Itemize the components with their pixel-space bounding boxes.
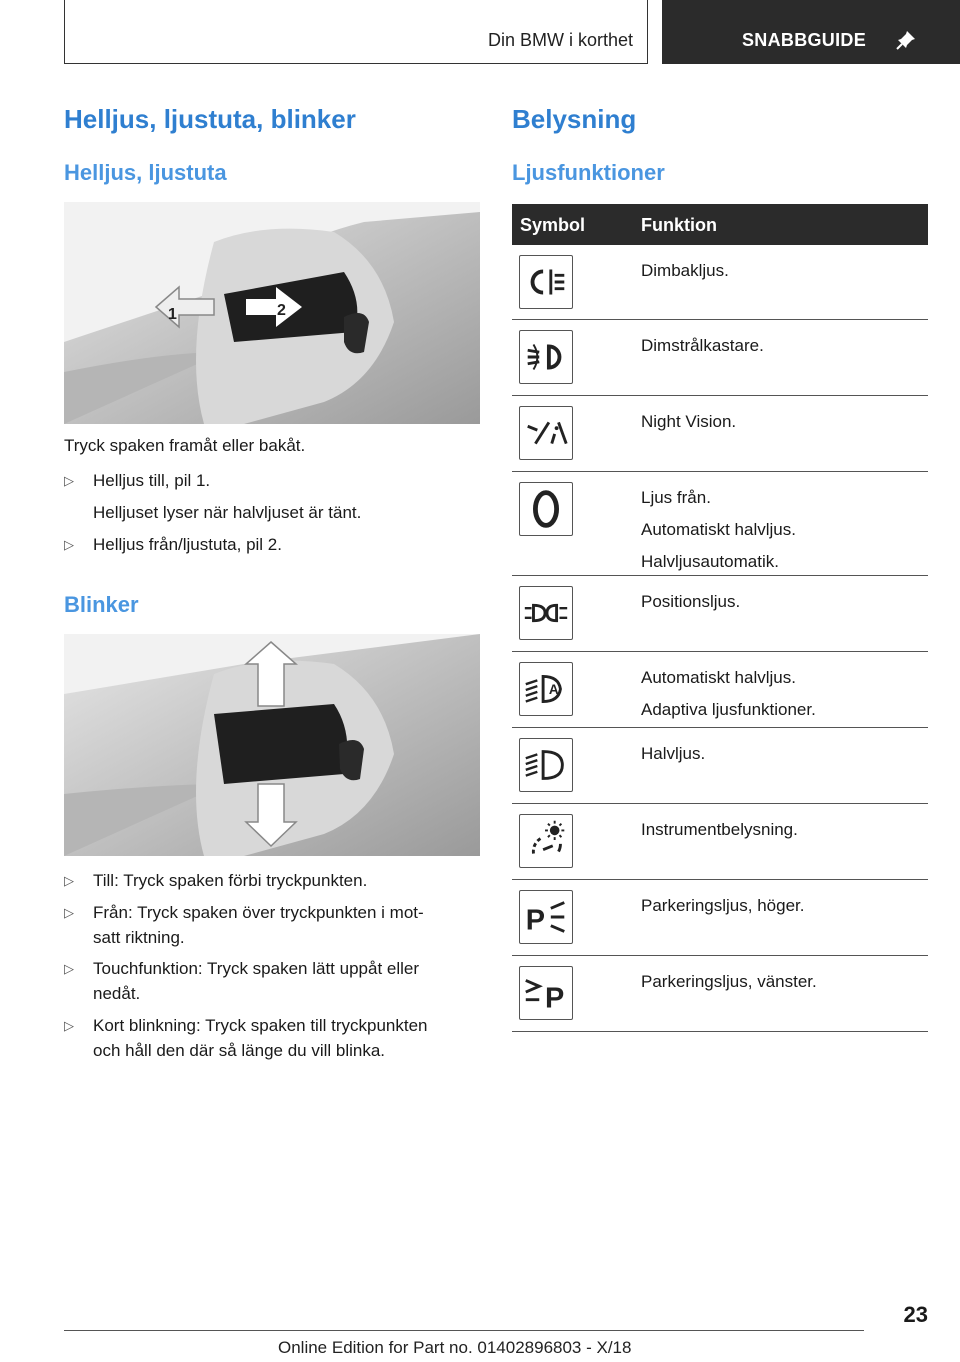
instrument-lighting-icon: [519, 814, 573, 868]
rear-fog-light-icon: [519, 255, 573, 309]
table-row: [512, 576, 928, 652]
function-text: Halvljus.: [641, 744, 706, 763]
pin-icon: [894, 28, 918, 52]
function-text: Dimbakljus.: [641, 261, 729, 280]
left-sub-heading-1: Helljus, ljustuta: [64, 160, 227, 185]
table-row: [512, 652, 928, 728]
bullet-triangle-icon: ▷: [64, 1018, 74, 1033]
table-row: [512, 396, 928, 472]
function-text: Night Vision.: [641, 412, 737, 431]
header-section-box: [64, 0, 648, 64]
bullet-triangle-icon: ▷: [64, 961, 74, 976]
bullet-line: nedåt.: [93, 984, 141, 1003]
table-row: [512, 956, 928, 1032]
header-badge-label: SNABBGUIDE: [742, 30, 867, 50]
arrow-label-2: 2: [277, 302, 286, 319]
table-header: [512, 204, 928, 245]
bullet-line: Kort blinkning: Tryck spaken till tryckpunkten: [93, 1016, 428, 1035]
svg-text:A: A: [548, 681, 559, 697]
table-row: [512, 728, 928, 804]
function-text: Dimstrålkastare.: [641, 336, 764, 355]
parking-light-left-icon: [519, 966, 573, 1020]
caption-1: Tryck spaken framåt eller bakåt.: [64, 436, 306, 455]
svg-text:P: P: [525, 904, 546, 937]
function-text: Automatiskt halvljus.: [641, 520, 796, 539]
table-row: [512, 880, 928, 956]
page-number: 23: [903, 1302, 928, 1327]
night-vision-icon: [519, 406, 573, 460]
bullet-line: Helljus till, pil 1.: [93, 471, 211, 490]
header-badge: [662, 0, 960, 64]
table-row: [512, 245, 928, 320]
parking-lights-icon: [519, 586, 573, 640]
lights-off-icon: [519, 482, 573, 536]
bullet-line: Touchfunktion: Tryck spaken lätt uppåt eller: [93, 959, 420, 978]
function-text: Parkeringsljus, höger.: [641, 896, 805, 915]
bullet-triangle-icon: ▷: [64, 537, 74, 552]
parking-light-right-icon: [519, 890, 573, 944]
bullet-line: Från: Tryck spaken över tryckpunkten i mot-: [93, 903, 424, 922]
bullet-triangle-icon: ▷: [64, 873, 74, 888]
auto-low-beam-icon: [519, 662, 573, 716]
low-beam-icon: [519, 738, 573, 792]
function-text: Parkeringsljus, vänster.: [641, 972, 817, 991]
svg-text:P: P: [545, 982, 565, 1015]
bullet-line: och håll den där så länge du vill blinka.: [93, 1041, 386, 1060]
function-text: Instrumentbelysning.: [641, 820, 798, 839]
footer-edition: Online Edition for Part no. 01402896803 - X/18: [278, 1338, 632, 1357]
left-sub-heading-2: Blinker: [64, 592, 139, 617]
arrow-label-1: 1: [168, 306, 177, 323]
right-heading: Belysning: [512, 104, 637, 134]
function-text: Halvljusautomatik.: [641, 552, 779, 571]
high-beam-stalk-illustration: [64, 202, 480, 424]
bullet-line: Helljus från/ljustuta, pil 2.: [93, 535, 282, 554]
front-fog-light-icon: [519, 330, 573, 384]
function-text: Adaptiva ljusfunktioner.: [641, 700, 816, 719]
bullet-line: satt riktning.: [93, 928, 185, 947]
bullet-line: Till: Tryck spaken förbi tryckpunkten.: [93, 871, 368, 890]
footer-divider: [64, 1330, 864, 1331]
bullet-triangle-icon: ▷: [64, 473, 74, 488]
function-text: Positionsljus.: [641, 592, 741, 611]
turn-signal-stalk-illustration: [64, 634, 480, 856]
left-heading: Helljus, ljustuta, blinker: [64, 104, 356, 134]
function-text: Automatiskt halvljus.: [641, 668, 796, 687]
table-row: [512, 472, 928, 576]
right-sub-heading: Ljusfunktioner: [512, 160, 665, 185]
table-row: [512, 804, 928, 880]
col-function-header: Funktion: [641, 215, 717, 235]
table-row: [512, 320, 928, 396]
function-text: Ljus från.: [641, 488, 711, 507]
header-section-title: Din BMW i korthet: [487, 30, 633, 50]
bullet-triangle-icon: ▷: [64, 905, 74, 920]
col-symbol-header: Symbol: [520, 215, 586, 235]
bullet-line: Helljuset lyser när halvljuset är tänt.: [93, 503, 362, 522]
light-functions-table: [512, 204, 928, 1032]
